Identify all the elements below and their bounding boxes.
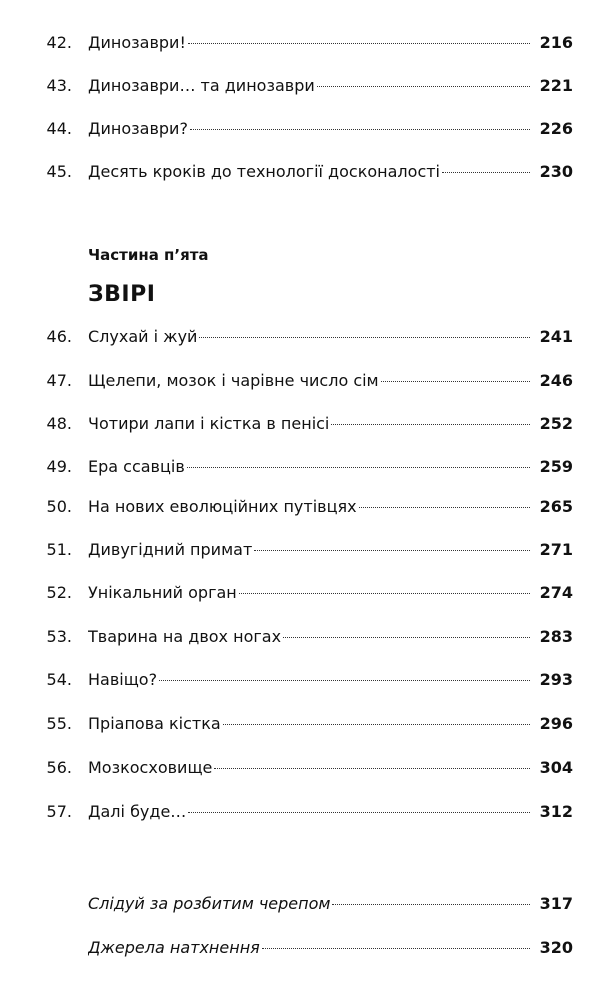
toc-entry xyxy=(0,709,600,739)
toc-entry-back-matter xyxy=(0,889,600,919)
chapter-title: Десять кроків до технології досконалості xyxy=(88,162,440,181)
toc-entry xyxy=(0,797,600,827)
chapter-number: 54. xyxy=(46,670,72,689)
chapter-title: Мозкосховище xyxy=(88,758,213,777)
chapter-title: Динозаври? xyxy=(88,119,188,138)
part-title: ЗВІРІ xyxy=(88,282,156,307)
chapter-leader xyxy=(88,28,530,58)
chapter-number: 57. xyxy=(46,802,72,821)
toc-entry xyxy=(0,28,600,58)
chapter-title: Слухай і жуй xyxy=(88,327,198,346)
toc-entry xyxy=(0,366,600,396)
chapter-number: 48. xyxy=(46,414,72,433)
page-number: 293 xyxy=(539,670,573,689)
page-number: 226 xyxy=(539,119,573,138)
back-matter-title: Джерела натхнення xyxy=(88,938,260,957)
chapter-number: 44. xyxy=(46,119,72,138)
chapter-leader xyxy=(88,409,530,439)
chapter-number: 49. xyxy=(46,457,72,476)
chapter-number: 42. xyxy=(46,33,72,52)
chapter-title: Ера ссавців xyxy=(88,457,185,476)
page-number: 216 xyxy=(539,33,573,52)
chapter-title: Щелепи, мозок і чарівне число сім xyxy=(88,371,379,390)
chapter-leader xyxy=(88,578,530,608)
toc-entry xyxy=(0,492,600,522)
chapter-number: 47. xyxy=(46,371,72,390)
page-number: 259 xyxy=(539,457,573,476)
chapter-leader xyxy=(88,797,530,827)
page-number: 230 xyxy=(539,162,573,181)
dot-leader xyxy=(331,424,530,425)
chapter-title: Навіщо? xyxy=(88,670,158,689)
chapter-number: 53. xyxy=(46,627,72,646)
chapter-number: 45. xyxy=(46,162,72,181)
chapter-leader xyxy=(88,709,530,739)
page-number: 271 xyxy=(539,540,573,559)
dot-leader xyxy=(214,768,530,769)
chapter-number: 46. xyxy=(46,327,72,346)
dot-leader xyxy=(223,724,530,725)
toc-entry-back-matter xyxy=(0,933,600,963)
chapter-title: Унікальний орган xyxy=(88,583,237,602)
toc-entry xyxy=(0,753,600,783)
dot-leader xyxy=(254,550,530,551)
dot-leader xyxy=(359,507,530,508)
chapter-leader xyxy=(88,322,530,352)
chapter-leader xyxy=(88,535,530,565)
chapter-title: Пріапова кістка xyxy=(88,714,221,733)
toc-entry xyxy=(0,71,600,101)
chapter-leader xyxy=(88,889,530,919)
chapter-leader xyxy=(88,665,530,695)
page-number: 221 xyxy=(539,76,573,95)
toc-entry xyxy=(0,409,600,439)
chapter-leader xyxy=(88,622,530,652)
page-number: 246 xyxy=(539,371,573,390)
dot-leader xyxy=(317,86,530,87)
chapter-title: Динозаври… та динозаври xyxy=(88,76,315,95)
dot-leader xyxy=(188,812,530,813)
page-number: 252 xyxy=(539,414,573,433)
page-number: 283 xyxy=(539,627,573,646)
toc-entry xyxy=(0,665,600,695)
chapter-title: Чотири лапи і кістка в пенісі xyxy=(88,414,330,433)
chapter-leader xyxy=(88,753,530,783)
part-label: Частина п’ята xyxy=(88,246,209,264)
toc-entry xyxy=(0,622,600,652)
chapter-number: 56. xyxy=(46,758,72,777)
dot-leader xyxy=(187,467,530,468)
dot-leader xyxy=(239,593,530,594)
page-number: 296 xyxy=(539,714,573,733)
chapter-number: 43. xyxy=(46,76,72,95)
chapter-title: Динозаври! xyxy=(88,33,186,52)
back-matter-title: Слідуй за розбитим черепом xyxy=(88,894,331,913)
dot-leader xyxy=(188,43,530,44)
chapter-number: 51. xyxy=(46,540,72,559)
chapter-leader xyxy=(88,933,530,963)
chapter-leader xyxy=(88,157,530,187)
chapter-leader xyxy=(88,366,530,396)
toc-entry xyxy=(0,452,600,482)
toc-entry xyxy=(0,157,600,187)
page-number: 241 xyxy=(539,327,573,346)
chapter-leader xyxy=(88,452,530,482)
toc-entry xyxy=(0,578,600,608)
chapter-title: Тварина на двох ногах xyxy=(88,627,282,646)
chapter-number: 52. xyxy=(46,583,72,602)
page-number: 265 xyxy=(539,497,573,516)
chapter-leader xyxy=(88,114,530,144)
dot-leader xyxy=(283,637,530,638)
toc-entry xyxy=(0,322,600,352)
page-number: 320 xyxy=(539,938,573,957)
dot-leader xyxy=(199,337,530,338)
chapter-leader xyxy=(88,71,530,101)
chapter-title: На нових еволюційних путівцях xyxy=(88,497,357,516)
dot-leader xyxy=(381,381,530,382)
dot-leader xyxy=(159,680,530,681)
chapter-leader xyxy=(88,492,530,522)
page-number: 317 xyxy=(539,894,573,913)
chapter-number: 50. xyxy=(46,497,72,516)
dot-leader xyxy=(332,904,530,905)
toc-entry xyxy=(0,535,600,565)
chapter-title: Далі буде… xyxy=(88,802,187,821)
dot-leader xyxy=(190,129,530,130)
page-number: 274 xyxy=(539,583,573,602)
page-number: 312 xyxy=(539,802,573,821)
page-number: 304 xyxy=(539,758,573,777)
chapter-number: 55. xyxy=(46,714,72,733)
chapter-title: Дивугідний примат xyxy=(88,540,253,559)
toc-entry xyxy=(0,114,600,144)
dot-leader xyxy=(442,172,530,173)
dot-leader xyxy=(262,948,530,949)
